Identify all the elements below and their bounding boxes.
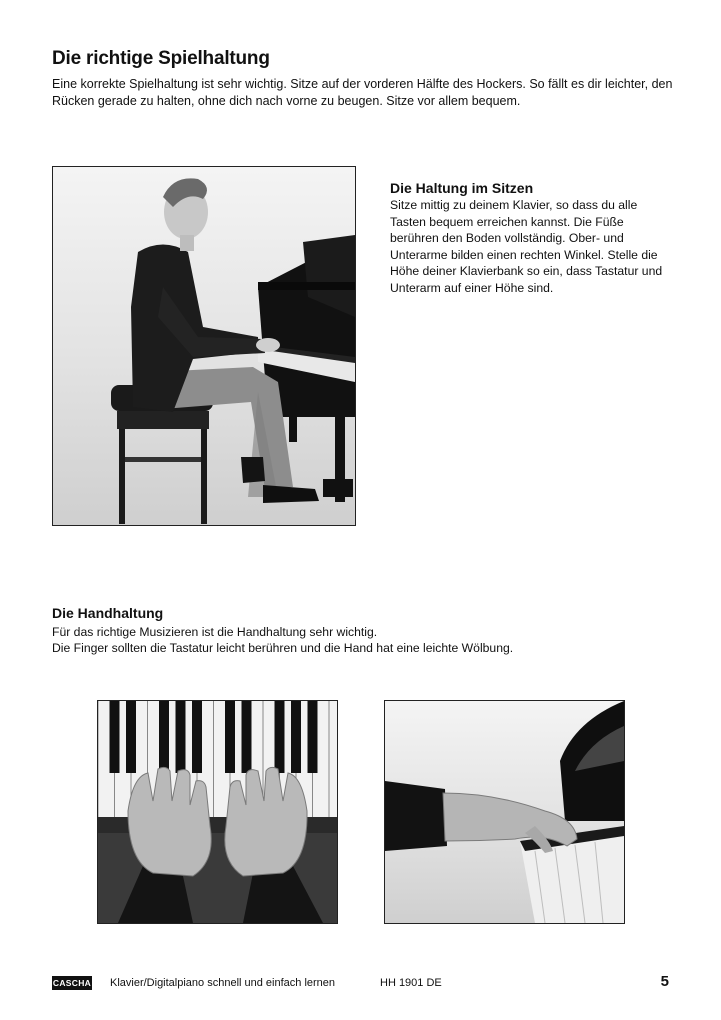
page-number: 5 [660, 973, 669, 990]
sitting-heading: Die Haltung im Sitzen [390, 180, 534, 196]
sitting-paragraph: Sitze mittig zu deinem Klavier, so dass du alle Tasten bequem erreichen kannst. Die Füße berühren den Boden vollständig. Ober- und Unterarme bilden einen rechten Winkel. Stelle die Höhe deiner Klavierbank so ein, dass Tastatur und Unterarm auf einer Höhe sind. [390, 198, 663, 295]
hand-side-view-photo [384, 700, 625, 924]
footer-book-title: Klavier/Digitalpiano schnell und einfach lernen [110, 977, 336, 989]
hands-line-1: Für das richtige Musizieren ist die Handhaltung sehr wichtig. [52, 625, 378, 639]
page-title: Die richtige Spielhaltung [52, 48, 270, 69]
hands-on-keys-photo [97, 700, 338, 924]
pianist-seated-photo [52, 166, 356, 526]
footer-book-code: HH 1901 DE [380, 977, 442, 989]
publisher-logo: CASCHA [52, 978, 92, 988]
hands-heading: Die Handhaltung [52, 605, 164, 621]
hands-line-2: Die Finger sollten die Tastatur leicht berühren und die Hand hat eine leichte Wölbung. [52, 641, 514, 655]
intro-paragraph: Eine korrekte Spielhaltung ist sehr wichtig. Sitze auf der vorderen Hälfte des Hockers. So fällt es dir leichter, den Rücken gerade zu halten, ohne dich nach vorne zu beugen. Sitze vor allem bequem. [52, 77, 673, 108]
